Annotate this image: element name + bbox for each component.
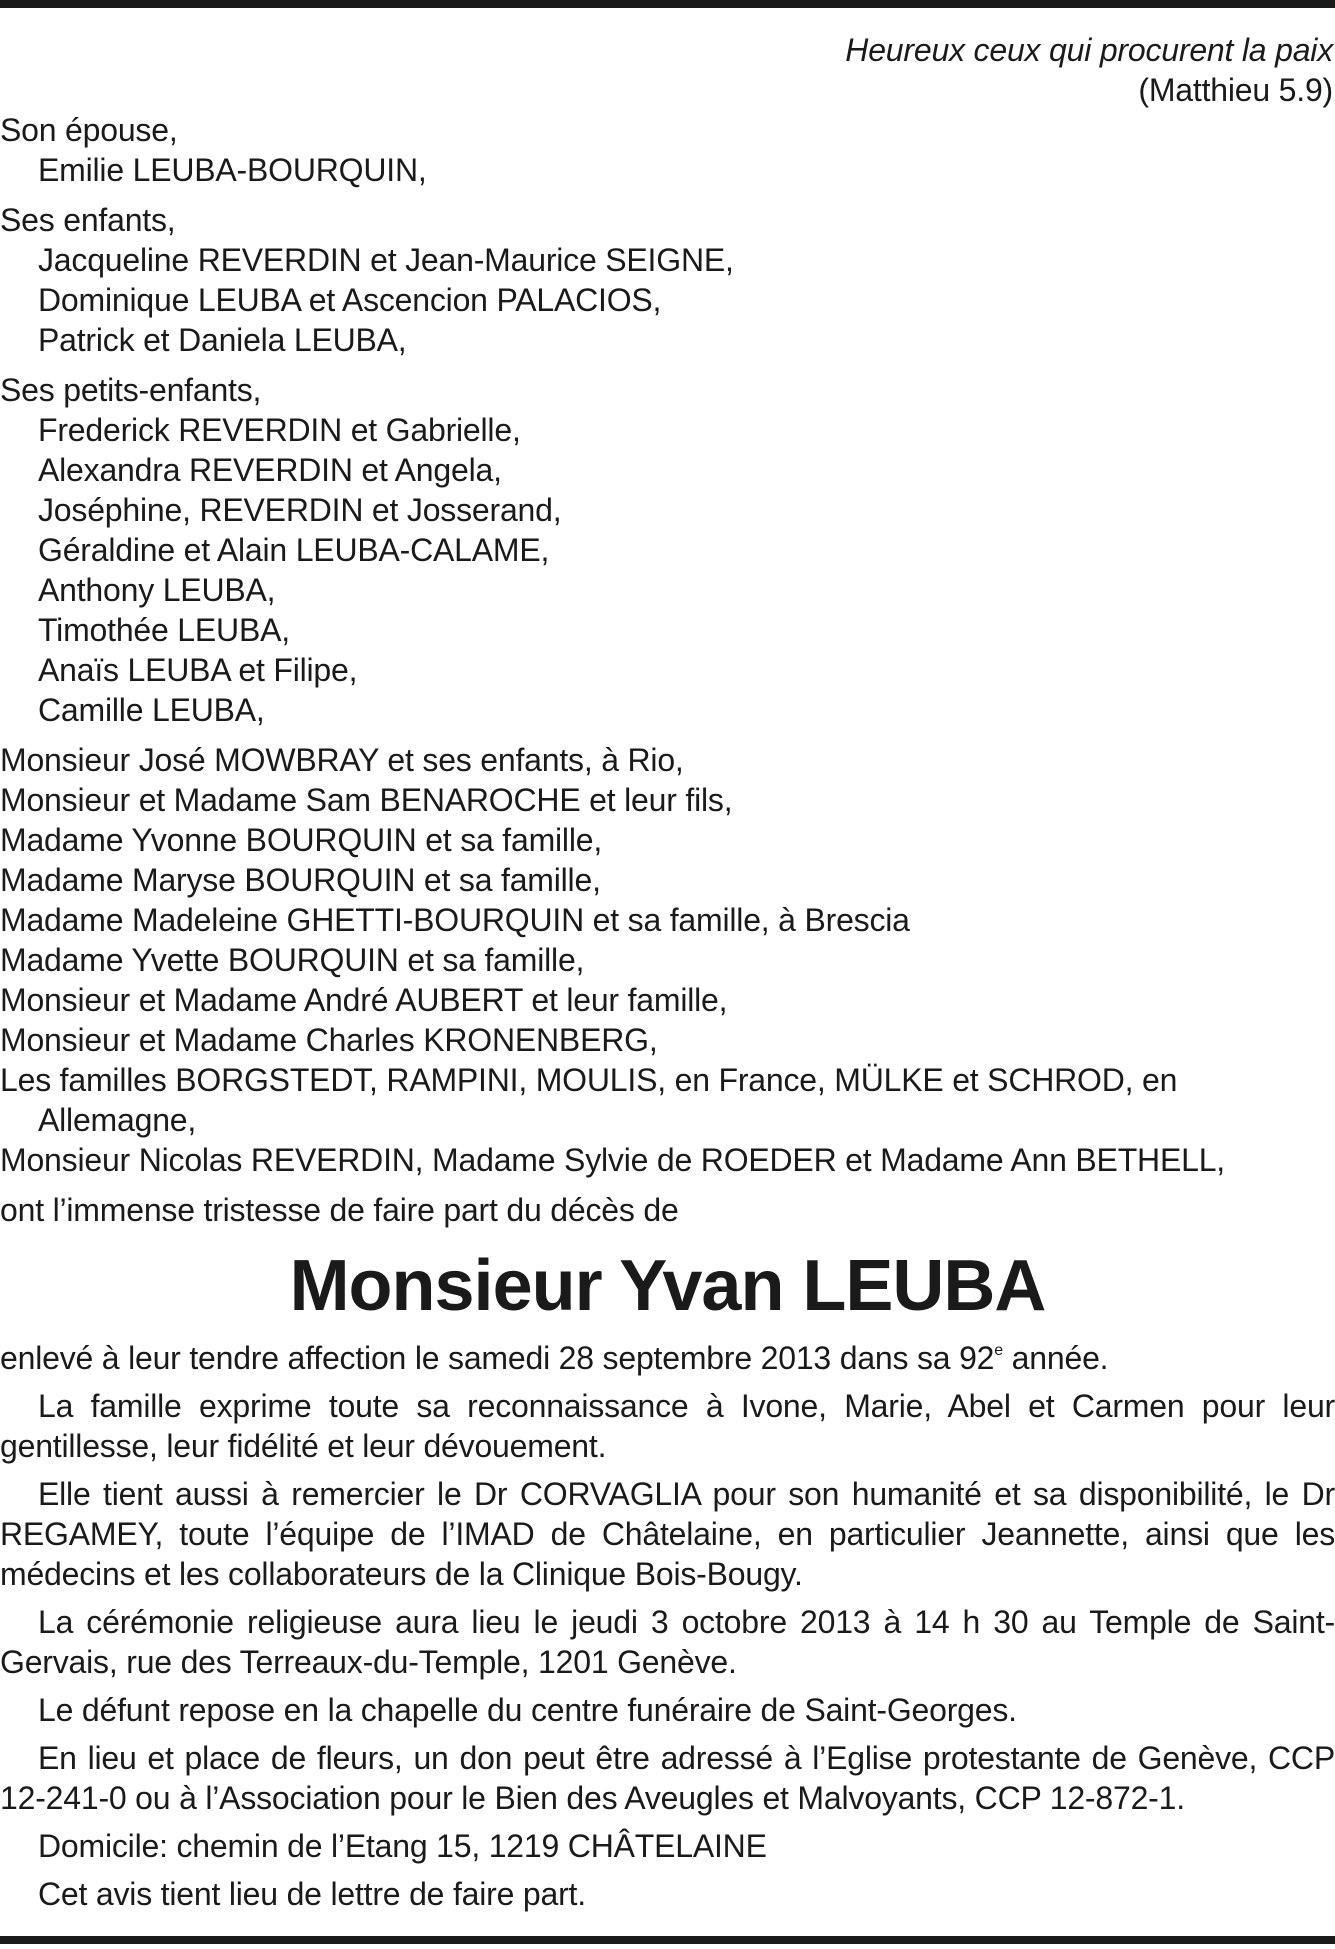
relative-line: Monsieur José MOWBRAY et ses enfants, à Rio, (0, 742, 684, 778)
group-heading: Ses petits-enfants, (0, 372, 262, 408)
family-group-children (0, 200, 1335, 360)
family-name: Anaïs LEUBA et Filipe, (38, 652, 358, 688)
paragraph-closing: Cet avis tient lieu de lettre de faire part. (38, 1876, 586, 1912)
epigraph-reference: (Matthieu 5.9) (1138, 72, 1333, 108)
ordinal-suffix: e (994, 1342, 1003, 1359)
paragraph-thanks-doctors: Elle tient aussi à remercier le Dr CORVAGLIA pour son humanité et sa disponibilité, le Dr REGAMEY, toute l’équipe de l’IMAD de Châtelaine, en particulier Jeannette, ainsi que les médecins et les collaborateurs de la Clinique Bois-Bougy. (0, 1476, 1335, 1592)
obituary-notice (0, 30, 1335, 1914)
deceased-name: Monsieur Yvan LEUBA (289, 1246, 1046, 1326)
death-line-text: enlevé à leur tendre affection le samedi 28 septembre 2013 dans sa 92 (0, 1340, 995, 1376)
family-name: Joséphine, REVERDIN et Josserand, (38, 492, 562, 528)
relative-line: Les familles BORGSTEDT, RAMPINI, MOULIS, en France, MÜLKE et SCHROD, en Allemagne, (0, 1062, 1178, 1138)
relative-line: Madame Madeleine GHETTI-BOURQUIN et sa famille, à Brescia (0, 902, 910, 938)
family-name: Frederick REVERDIN et Gabrielle, (38, 412, 521, 448)
relative-line: Monsieur et Madame Charles KRONENBERG, (0, 1022, 658, 1058)
paragraph-donations: En lieu et place de fleurs, un don peut être adressé à l’Eglise protestante de Genève, CCP 12-241-0 ou à l’Association pour le Bien des Aveugles et Malvoyants, CCP 12-872-1. (0, 1740, 1335, 1816)
relative-line: Monsieur Nicolas REVERDIN, Madame Sylvie de ROEDER et Madame Ann BETHELL, (0, 1142, 1225, 1178)
paragraph-thanks-staff: La famille exprime toute sa reconnaissance à Ivone, Marie, Abel et Carmen pour leur gentillesse, leur fidélité et leur dévouement. (0, 1388, 1335, 1464)
family-name: Alexandra REVERDIN et Angela, (38, 452, 502, 488)
relative-line: Madame Yvonne BOURQUIN et sa famille, (0, 822, 603, 858)
family-name: Jacqueline REVERDIN et Jean-Maurice SEIGNE, (38, 242, 734, 278)
relative-line: Madame Yvette BOURQUIN et sa famille, (0, 942, 585, 978)
paragraph-address: Domicile: chemin de l’Etang 15, 1219 CHÂTELAINE (38, 1828, 767, 1864)
relative-line: Madame Maryse BOURQUIN et sa famille, (0, 862, 601, 898)
family-group-spouse (0, 110, 1335, 190)
family-name: Timothée LEUBA, (38, 612, 290, 648)
death-line (0, 1338, 1335, 1378)
announcement-text: ont l’immense tristesse de faire part du décès de (0, 1192, 679, 1228)
family-name: Patrick et Daniela LEUBA, (38, 322, 407, 358)
family-group-grandchildren (0, 370, 1335, 730)
paragraph-ceremony: La cérémonie religieuse aura lieu le jeudi 3 octobre 2013 à 14 h 30 au Temple de Saint-Gervais, rue des Terreaux-du-Temple, 1201 Genève. (0, 1604, 1335, 1680)
relative-line: Monsieur et Madame André AUBERT et leur famille, (0, 982, 728, 1018)
bottom-rule (0, 1936, 1335, 1944)
family-name: Dominique LEUBA et Ascencion PALACIOS, (38, 282, 662, 318)
family-name: Camille LEUBA, (38, 692, 265, 728)
family-name: Emilie LEUBA-BOURQUIN, (38, 152, 427, 188)
epigraph-quote: Heureux ceux qui procurent la paix (845, 32, 1333, 68)
family-name: Géraldine et Alain LEUBA-CALAME, (38, 532, 550, 568)
relatives-list (0, 740, 1335, 1180)
group-heading: Ses enfants, (0, 202, 176, 238)
paragraph-chapel: Le défunt repose en la chapelle du centre funéraire de Saint-Georges. (38, 1692, 1017, 1728)
relative-line: Monsieur et Madame Sam BENAROCHE et leur fils, (0, 782, 733, 818)
top-rule (0, 0, 1335, 8)
family-name: Anthony LEUBA, (38, 572, 276, 608)
group-heading: Son épouse, (0, 112, 178, 148)
death-line-end: année. (1002, 1340, 1109, 1376)
